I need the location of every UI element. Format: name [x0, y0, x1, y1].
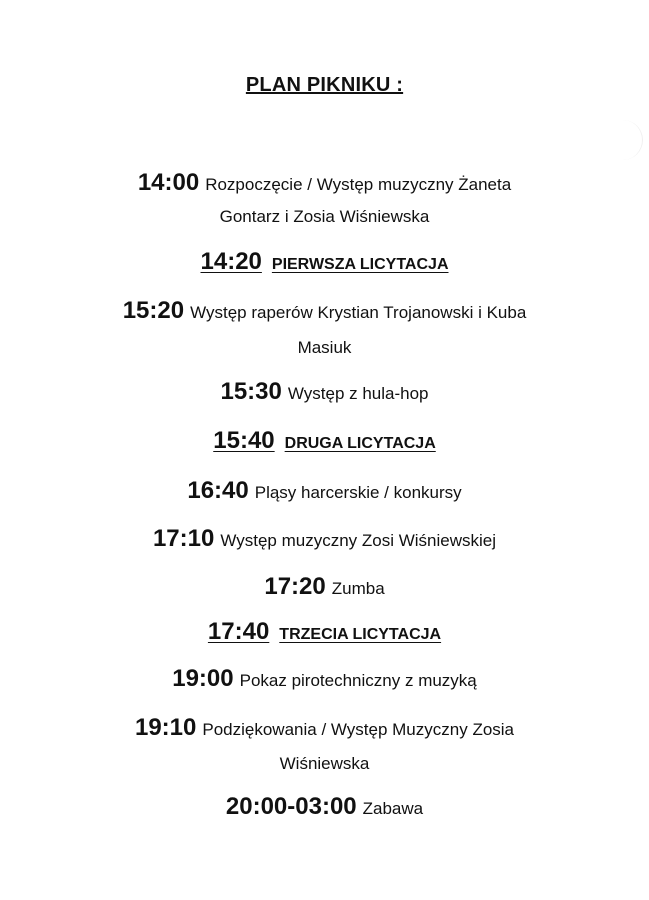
schedule-description: Zumba [331, 579, 385, 598]
schedule-description: Pokaz pirotechniczny z muzyką [239, 671, 477, 690]
schedule-item-2000 [40, 790, 609, 826]
schedule-item-1420 [40, 245, 609, 281]
schedule-item-1720 [40, 570, 609, 606]
schedule-time: 15:40 [213, 427, 275, 454]
schedule-item-1400 [40, 166, 609, 202]
schedule-time: 19:10 [134, 714, 197, 741]
schedule-item-1910 [40, 711, 609, 747]
schedule-item-1710 [40, 522, 609, 558]
schedule-item-1640 [40, 474, 609, 510]
page-title: PLAN PIKNIKU : [245, 74, 404, 96]
schedule-time: 17:10 [152, 525, 215, 552]
schedule-item-1530 [40, 375, 609, 411]
schedule-time: 15:20 [122, 297, 185, 324]
schedule-item-1520 [40, 294, 609, 330]
schedule-description: Występ raperów Krystian Trojanowski i Kuba [190, 303, 527, 322]
schedule-time: 17:40 [207, 618, 270, 645]
schedule-time: 19:00 [172, 665, 234, 692]
schedule-description: Pląsy harcerskie / konkursy [254, 483, 462, 502]
schedule-time: 20:00-03:00 [225, 793, 357, 820]
schedule-time: 14:00 [137, 169, 200, 196]
schedule-time: 16:40 [187, 477, 249, 504]
schedule-description: Występ muzyczny Zosi Wiśniewskiej [220, 531, 497, 550]
schedule-item-1540 [40, 424, 609, 460]
schedule-item-1740 [40, 615, 609, 651]
schedule-time: 17:20 [264, 573, 326, 600]
schedule-description: Występ z hula-hop [287, 384, 429, 403]
schedule-description: TRZECIA LICYTACJA [279, 626, 442, 643]
schedule-description-continuation: Gontarz i Zosia Wiśniewska [219, 207, 430, 226]
schedule-description: DRUGA LICYTACJA [284, 435, 436, 452]
schedule-item-1900 [40, 662, 609, 698]
schedule-description: Podziękowania / Występ Muzyczny Zosia [202, 720, 515, 739]
schedule-time: 15:30 [220, 378, 282, 405]
schedule-description: Rozpoczęcie / Występ muzyczny Żaneta [205, 175, 512, 194]
scan-artifact [606, 120, 643, 160]
schedule-description: PIERWSZA LICYTACJA [271, 256, 449, 273]
schedule-description-continuation: Masiuk [297, 338, 352, 357]
schedule-time: 14:20 [200, 248, 262, 275]
schedule-description: Zabawa [362, 799, 424, 818]
schedule-description-continuation: Wiśniewska [279, 754, 370, 773]
